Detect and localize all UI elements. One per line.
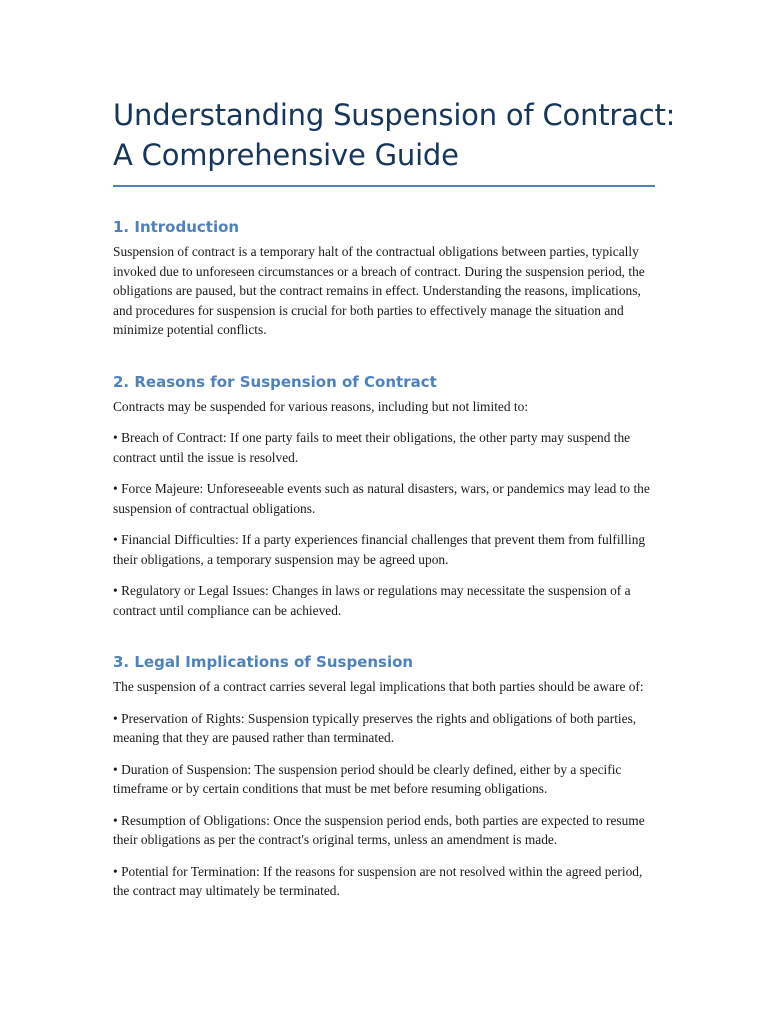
bullet-glyph: • [113, 430, 118, 445]
bullet-text: Resumption of Obligations: Once the suspension period ends, both parties are expected to resume their obligations as per the contract's original terms, unless an amendment is made. [113, 812, 645, 847]
bullet-text: Regulatory or Legal Issues: Changes in laws or regulations may necessitate the suspension of a contract until compliance can be achieved. [113, 583, 631, 618]
bullet-text: Preservation of Rights: Suspension typically preserves the rights and obligations of both parties, meaning that they are paused rather than terminated. [113, 710, 637, 745]
section-heading: 3. Legal Implications of Suspension [113, 653, 414, 671]
bullet-glyph: • [113, 761, 118, 777]
bullet-glyph: • [113, 863, 118, 879]
bullet-item [113, 760, 655, 799]
bullet-text: Financial Difficulties: If a party experiences financial challenges that prevent them from fulfilling their obligations, a temporary suspension may be agreed upon. [113, 532, 646, 567]
bullet-glyph: • [113, 710, 118, 726]
bullet-text: Duration of Suspension: The suspension period should be clearly defined, either by a specific timeframe or by certain conditions that must be met before resuming obligations. [113, 761, 622, 796]
bullet-glyph: • [113, 583, 118, 598]
section-reasons [113, 372, 655, 621]
bullet-glyph: • [113, 812, 118, 828]
section-paragraph: Contracts may be suspended for various reasons, including but not limited to: [113, 398, 529, 414]
bullet-text: Potential for Termination: If the reasons for suspension are not resolved within the agreed period, the contract may ultimately be terminated. [113, 863, 643, 898]
section-heading: 2. Reasons for Suspension of Contract [113, 372, 437, 391]
section-paragraph: Suspension of contract is a temporary halt of the contractual obligations between parties, typically invoked due to unforeseen circumstances or a breach of contract. During the suspension period, the obligations are paused, but the contract remains in effect. Understanding the reasons, implications, and procedures for suspension is crucial for both parties to effectively manage the situation and minimize potential conflicts. [113, 244, 645, 337]
bullet-glyph: • [113, 481, 118, 496]
bullet-item [113, 581, 655, 620]
bullet-glyph: • [113, 532, 118, 547]
bullet-text: Breach of Contract: If one party fails to meet their obligations, the other party may suspend the contract until the issue is resolved. [113, 430, 631, 465]
bullet-item [113, 428, 655, 467]
document-title [113, 95, 676, 175]
section-legal-implications [113, 652, 655, 901]
bullet-item [113, 811, 655, 850]
section-introduction [113, 217, 655, 340]
section-heading: 1. Introduction [113, 218, 240, 236]
bullet-text: Force Majeure: Unforeseeable events such as natural disasters, wars, or pandemics may lead to the suspension of contractual obligations. [113, 481, 650, 516]
bullet-item [113, 709, 655, 748]
section-paragraph: The suspension of a contract carries several legal implications that both parties should be aware of: [113, 679, 644, 694]
bullet-item [113, 862, 655, 901]
document-title-line-2: A Comprehensive Guide [113, 138, 459, 172]
document-page [113, 0, 676, 901]
bullet-item [113, 530, 655, 569]
bullet-item [113, 479, 655, 518]
document-title-line-1: Understanding Suspension of Contract: [113, 98, 676, 132]
title-underline [113, 185, 655, 187]
